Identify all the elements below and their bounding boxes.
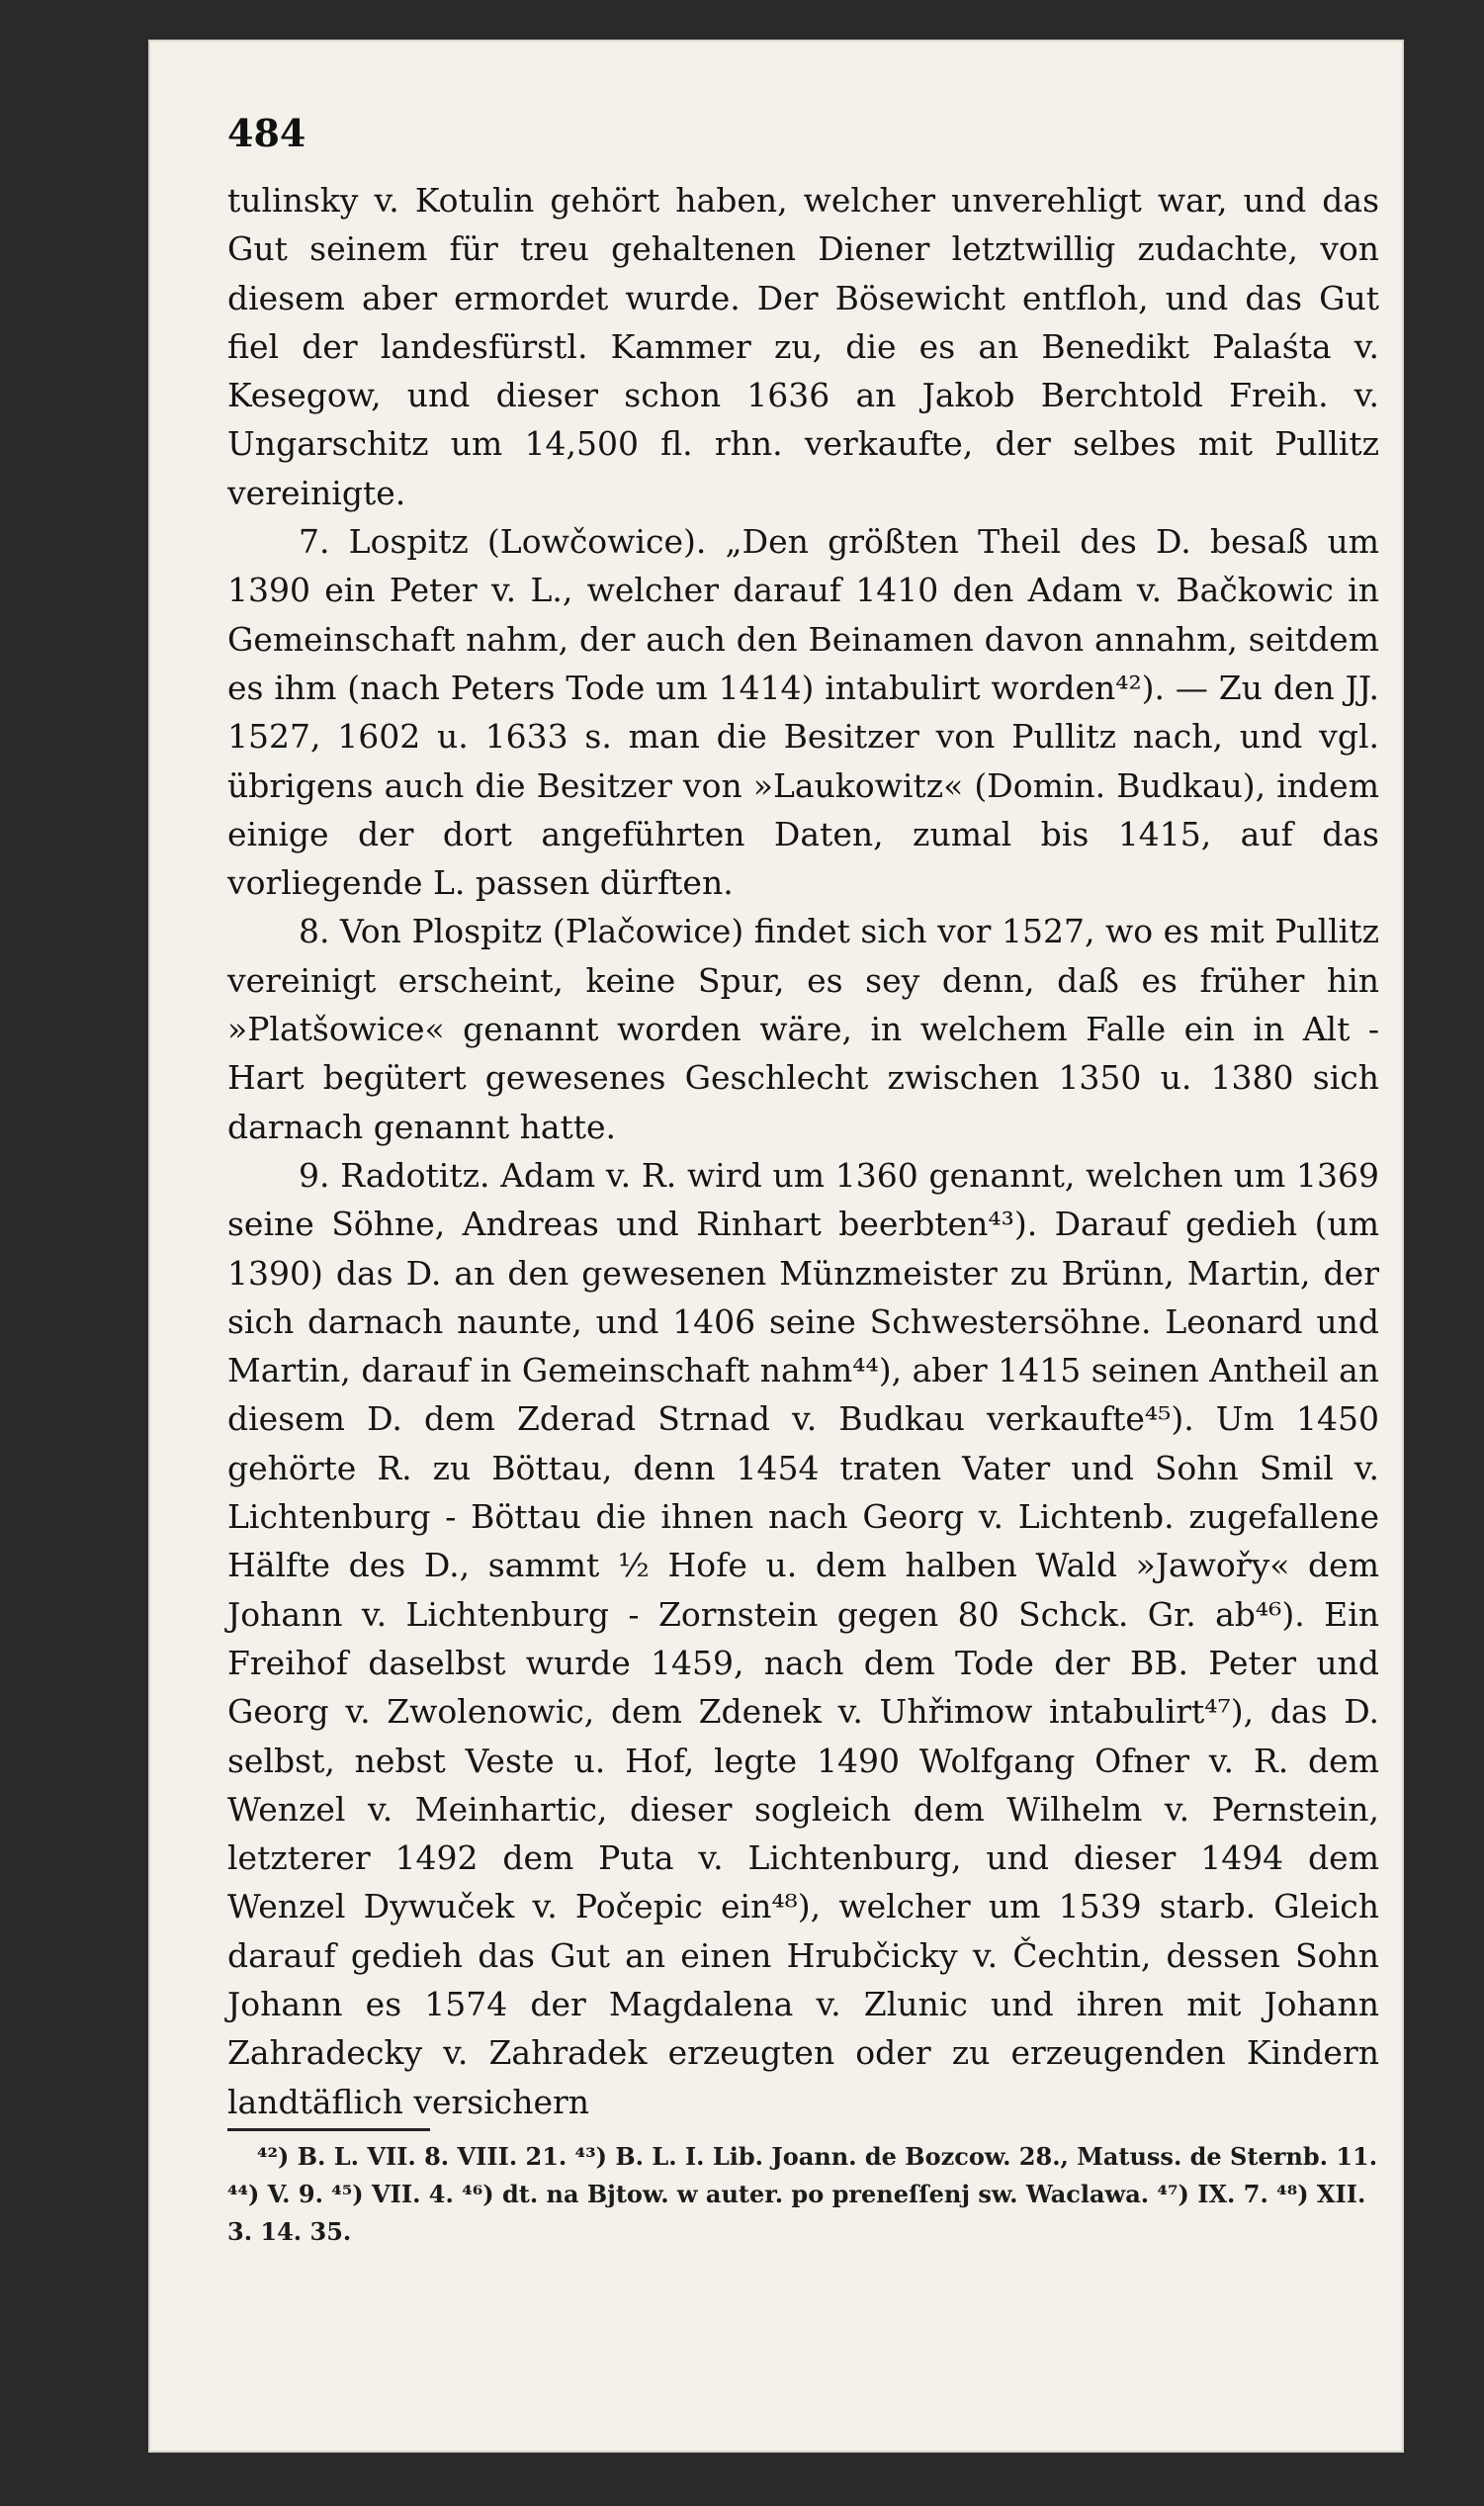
- footnote-divider: [227, 2128, 430, 2131]
- page-number: 484: [227, 111, 306, 155]
- paragraph-lospitz: 7. Lospitz (Lowčowice). „Den größten Theil des D. besaß um 1390 ein Peter v. L., welcher darauf 1410 den Adam v. Bačkowic in Gemeinschaft nahm, der auch den Beinamen davon annahm, seitdem es ihm (nach Peters Tode um 1414) intabulirt worden⁴²). — Zu den JJ. 1527, 1602 u. 1633 s. man die Besitzer von Pullitz nach, und vgl. übrigens auch die Besitzer von »Laukowitz« (Domin. Budkau), indem einige der dort angeführten Daten, zumal bis 1415, auf das vorliegende L. passen dürften.: [227, 522, 1379, 903]
- paragraph-continuation: tulinsky v. Kotulin gehört haben, welcher unverehligt war, und das Gut seinem für treu gehaltenen Diener letztwillig zudachte, von diesem aber ermordet wurde. Der Bösewicht entfloh, und das Gut fiel der landesfürstl. Kammer zu, die es an Benedikt Palaśta v. Kesegow, und dieser schon 1636 an Jakob Berchtold Freih. v. Ungarschitz um 14,500 fl. rhn. verkaufte, der selbes mit Pullitz vereinigte.: [227, 181, 1379, 512]
- footnotes: [227, 2138, 1379, 2251]
- body-text: [227, 176, 1379, 2126]
- paragraph-radotitz: 9. Radotitz. Adam v. R. wird um 1360 genannt, welchen um 1369 seine Söhne, Andreas und Rinhart beerbten⁴³). Darauf gedieh (um 1390) das D. an den gewesenen Münzmeister zu Brünn, Martin, der sich darnach naunte, und 1406 seine Schwestersöhne. Leonard und Martin, darauf in Gemeinschaft nahm⁴⁴), aber 1415 seinen Antheil an diesem D. dem Zderad Strnad v. Budkau verkaufte⁴⁵). Um 1450 gehörte R. zu Böttau, denn 1454 traten Vater und Sohn Smil v. Lichtenburg - Böttau die ihnen nach Georg v. Lichtenb. zugefallene Hälfte des D., sammt ½ Hofe u. dem halben Wald »Jawořy« dem Johann v. Lichtenburg - Zornstein gegen 80 Schck. Gr. ab⁴⁶). Ein Freihof daselbst wurde 1459, nach dem Tode der BB. Peter und Georg v. Zwolenowic, dem Zdenek v. Uhřimow intabulirt⁴⁷), das D. selbst, nebst Veste u. Hof, legte 1490 Wolfgang Ofner v. R. dem Wenzel v. Meinhartic, dieser sogleich dem Wilhelm v. Pernstein, letzterer 1492 dem Puta v. Lichtenburg, und dieser 1494 dem Wenzel Dywuček v. Počepic ein⁴⁸), welcher um 1539 starb. Gleich darauf gedieh das Gut an einen Hrubčicky v. Čechtin, dessen Sohn Johann es 1574 der Magdalena v. Zlunic und ihren mit Johann Zahradecky v. Zahradek erzeugten oder zu erzeugenden Kindern landtäflich versichern: [227, 1155, 1379, 2121]
- paragraph-plospitz: 8. Von Plospitz (Plačowice) findet sich vor 1527, wo es mit Pullitz vereinigt erscheint, keine Spur, es sey denn, daß es früher hin »Platšowice« genannt worden wäre, in welchem Falle ein in Alt - Hart begütert gewesenes Geschlecht zwischen 1350 u. 1380 sich darnach genannt hatte.: [227, 912, 1379, 1146]
- footnote-text: ⁴²) B. L. VII. 8. VIII. 21. ⁴³) B. L. I. Lib. Joann. de Bozcow. 28., Matuss. de Sternb. 11. ⁴⁴) V. 9. ⁴⁵) VII. 4. ⁴⁶) dt. na Bjtow. w auter. po preneſſenj sw. Waclawa. ⁴⁷) IX. 7. ⁴⁸) XII. 3. 14. 35.: [227, 2142, 1378, 2246]
